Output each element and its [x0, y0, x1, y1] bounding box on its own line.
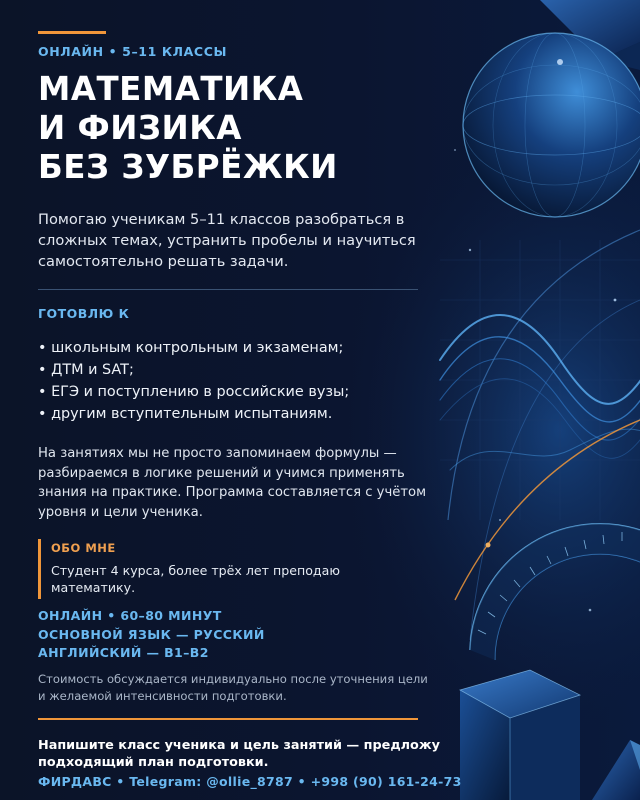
call-to-action: Напишите класс ученика и цель занятий — предложу подходящий план подготовки. — [38, 738, 440, 770]
prepare-label: ГОТОВЛЮ К — [38, 306, 130, 321]
page-title — [38, 70, 458, 187]
bottom-accent-line — [38, 718, 418, 720]
title-line: БЕЗ ЗУБРЁЖКИ — [38, 148, 338, 186]
list-item: • школьным контрольным и экзаменам; — [38, 337, 438, 359]
fact-line: ОНЛАЙН • 60–80 МИНУТ — [38, 608, 222, 623]
title-line: И ФИЗИКА — [38, 109, 242, 147]
contact-line: ФИРДАВС • Telegram: @ollie_8787 • +998 (90) 161-24-73 — [38, 774, 462, 789]
list-item: • другим вступительным испытаниям. — [38, 403, 438, 425]
method-text: На занятиях мы не просто запоминаем формулы — разбираемся в логике решений и учимся применять знания на практике. Программа составляется с учётом уровня и цели ученика. — [38, 446, 427, 520]
list-item: • ДТМ и SAT; — [38, 359, 438, 381]
divider — [38, 289, 418, 290]
facts-block — [38, 607, 265, 663]
fact-line: АНГЛИЙСКИЙ — B1–B2 — [38, 645, 209, 660]
glass-cube-illustration — [460, 670, 580, 800]
tag-line: ОНЛАЙН • 5–11 КЛАССЫ — [38, 44, 228, 59]
fact-line: ОСНОВНОЙ ЯЗЫК — РУССКИЙ — [38, 626, 265, 642]
title-line: МАТЕМАТИКА — [38, 70, 304, 108]
prepare-list — [38, 337, 438, 425]
about-accent-bar — [38, 539, 41, 599]
top-accent-line — [38, 31, 106, 34]
price-note: Стоимость обсуждается индивидуально после уточнения цели и желаемой интенсивности подготовки. — [38, 672, 428, 703]
list-item: • ЕГЭ и поступлению в российские вузы; — [38, 381, 438, 403]
intro-text: Помогаю ученикам 5–11 классов разобраться в сложных темах, устранить пробелы и научиться самостоятельно решать задачи. — [38, 211, 416, 270]
about-text: Студент 4 курса, более трёх лет преподаю математику. — [51, 563, 340, 595]
about-label: ОБО МНЕ — [51, 541, 116, 555]
